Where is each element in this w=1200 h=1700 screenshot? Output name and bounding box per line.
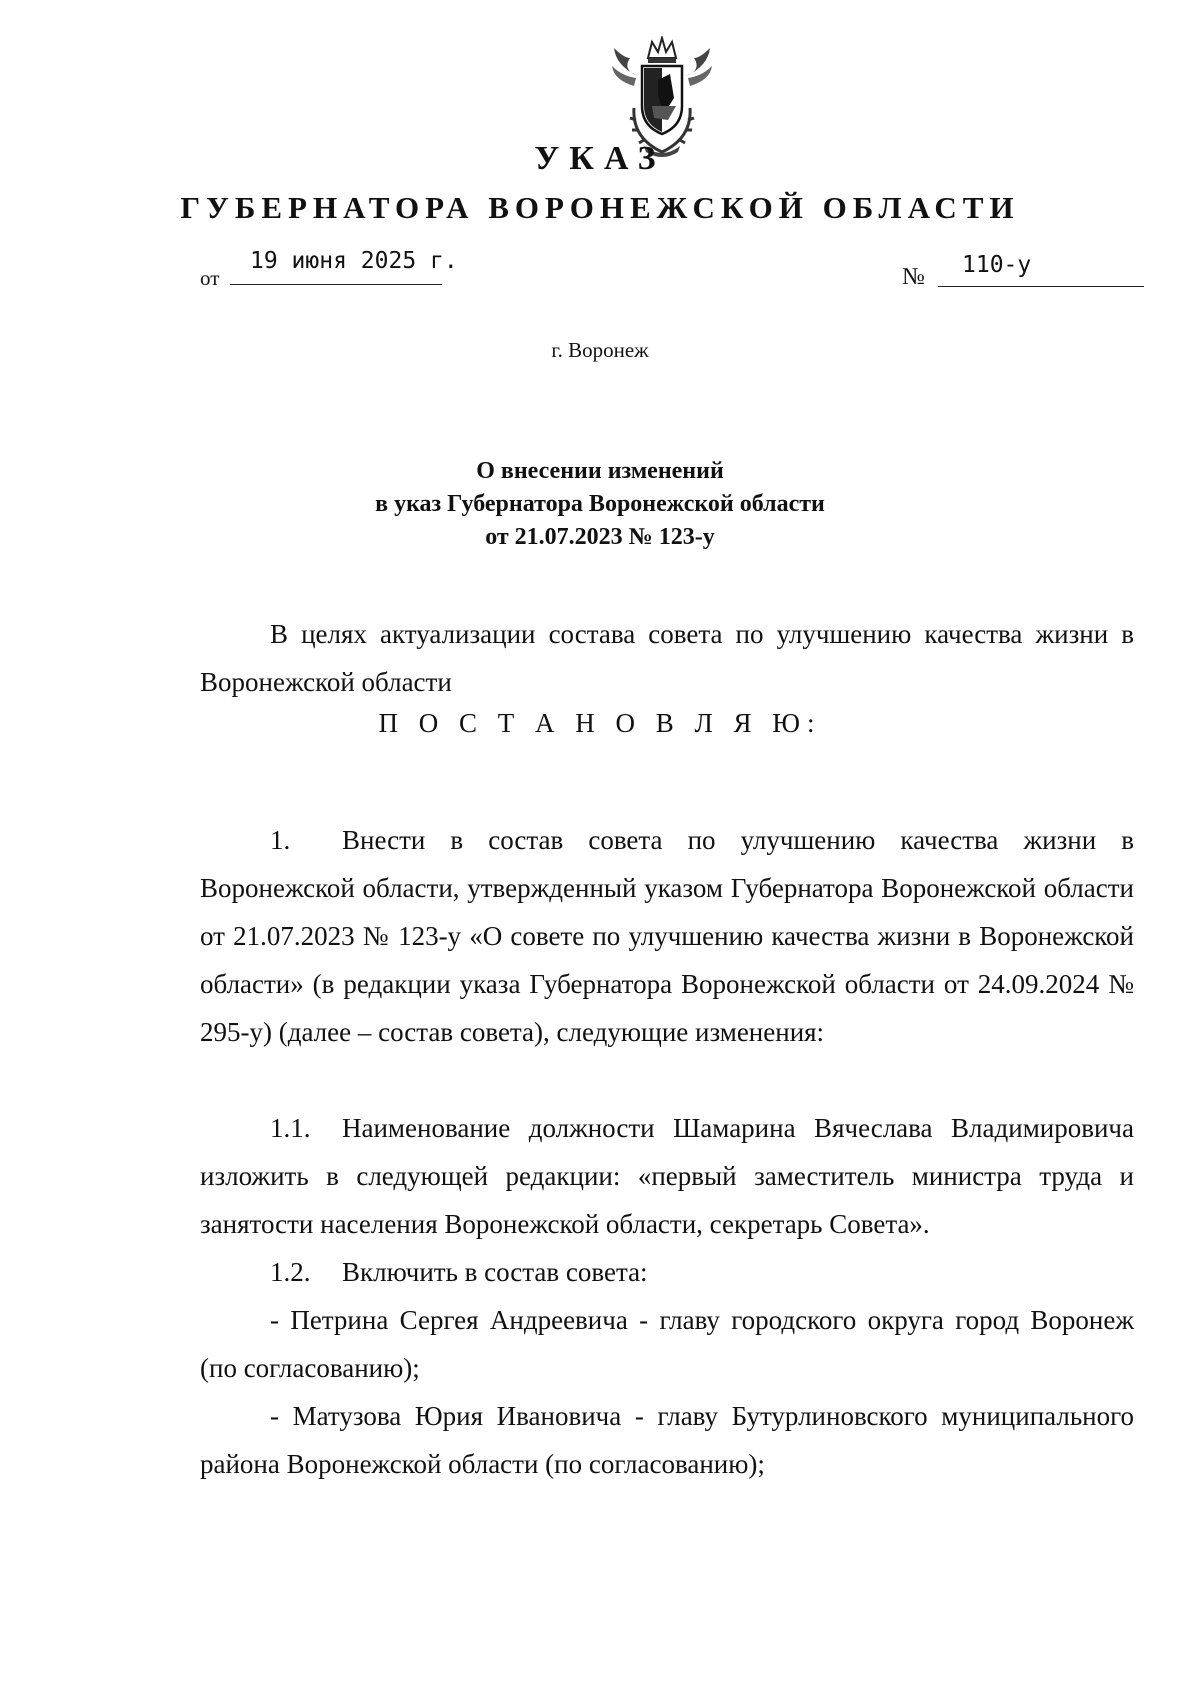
title-line-3: от 21.07.2023 № 123-у [485,524,715,550]
paragraph-1-1-number: 1.1. [270,1113,311,1143]
decree-heading: П О С Т А Н О В Л Я Ю: [378,708,822,738]
document-type-heading: УКАЗ [534,140,666,177]
number-value: 110-у [962,252,1032,278]
date-label: от [200,266,220,290]
paragraph-1-2-number: 1.2. [270,1257,311,1287]
issuing-authority-heading: ГУБЕРНАТОРА ВОРОНЕЖСКОЙ ОБЛАСТИ [180,190,1020,225]
paragraph-1-2 [200,1248,1134,1296]
list-item: - Петрина Сергея Андреевича - главу городского округа город Воронеж (по согласованию); [200,1305,1134,1383]
title-line-1: О внесении изменений [476,458,724,484]
paragraph-1 [200,816,1134,1056]
paragraph-1-1-text: Наименование должности Шамарина Вячеслава Владимировича изложить в следующей редакции: «первый заместитель министра труда и занятости населения Воронежской области, секретарь Совета». [200,1113,1134,1239]
paragraph-1-text: Внести в состав совета по улучшению качества жизни в Воронежской области, утвержденный указом Губернатора Воронежской области от 21.07.2023 № 123-у «О совете по улучшению качества жизни в Воронежской области» (в редакции указа Губернатора Воронежской области от 24.09.2024 № 295-у) (далее – состав совета), следующие изменения: [200,825,1134,1047]
list-item: - Матузова Юрия Ивановича - главу Бутурлиновского муниципального района Воронежской области (по согласованию); [200,1401,1134,1479]
document-title [0,455,1200,554]
paragraph-1-2-text: Включить в состав совета: [342,1257,648,1287]
paragraph-1-number: 1. [270,825,291,855]
title-line-2: в указ Губернатора Воронежской области [375,491,825,517]
number-underline [938,286,1144,287]
date-value: 19 июня 2025 г. [250,248,458,274]
paragraph-1-1 [200,1104,1134,1248]
city-label: г. Воронеж [551,338,649,362]
preamble-paragraph: В целях актуализации состава совета по улучшению качества жизни в Воронежской области [200,619,1134,697]
number-label: № [902,264,925,290]
date-underline [230,284,442,285]
